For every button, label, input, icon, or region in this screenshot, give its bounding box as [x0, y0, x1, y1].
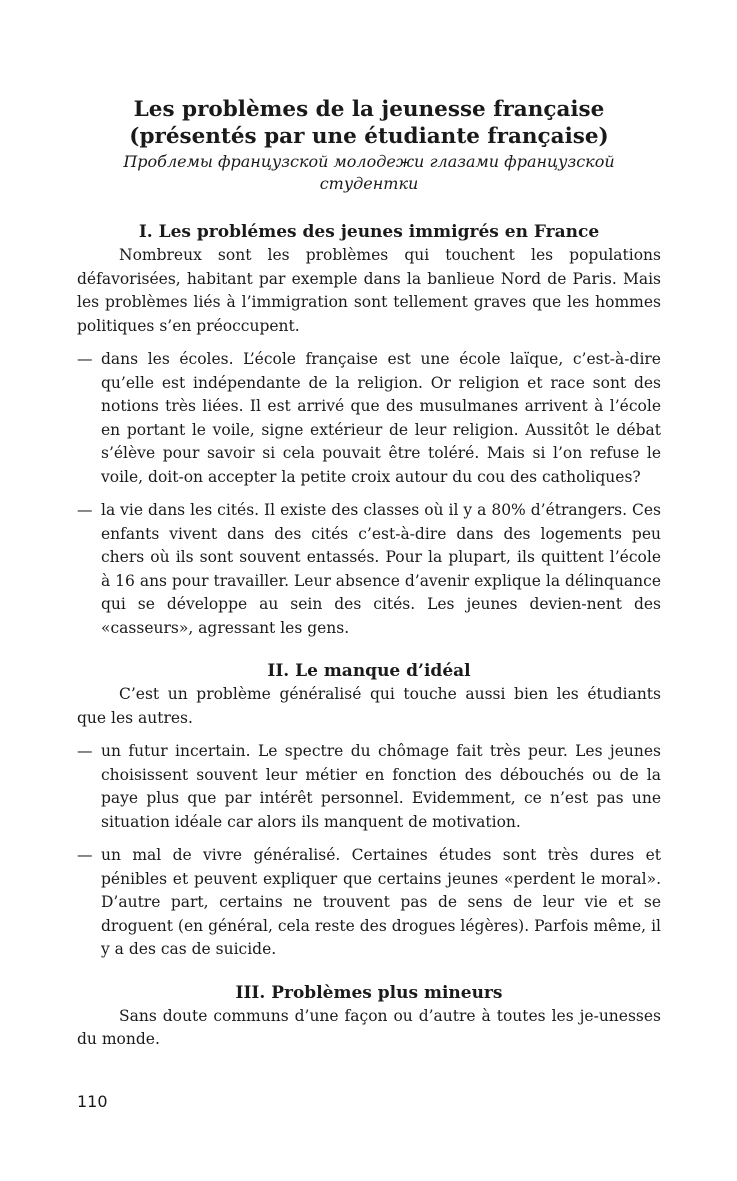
section-heading: III. Problèmes plus mineurs [235, 982, 503, 1003]
section-heading: I. Les problémes des jeunes immigrés en France [138, 222, 600, 242]
page-number: 110 [77, 1092, 108, 1111]
list-item [77, 740, 661, 834]
dash-marker: — [77, 350, 93, 368]
list-item [77, 844, 661, 962]
dash-marker: — [77, 501, 93, 519]
dash-marker: — [77, 846, 93, 864]
section-intro: Nombreux sont les problèmes qui touchent les populations défavorisées, habitant par exemple dans la banlieue Nord de Paris. Mais les problèmes liés à l’immigration sont tellement graves que les hommes politiques s’en préoccupent. [77, 246, 661, 335]
section-heading: II. Le manque d’idéal [267, 661, 471, 681]
list-item-text: la vie dans les cités. Il existe des classes où il y a 80% d’étrangers. Ces enfants vivent dans des cités c’est-à-dire dans des logements peu chers où ils sont souvent entassés. Pour la plupart, ils quittent l’école à 16 ans pour travailler. Leur absence d’avenir explique la délinquance qui se développe au sein des cités. Les jeunes devien-nent des «casseurs», agressant les gens. [101, 501, 661, 637]
list-item [77, 348, 661, 489]
page-content [77, 96, 661, 1052]
section-intro: C’est un problème généralisé qui touche aussi bien les étudiants que les autres. [77, 685, 661, 727]
page-subtitle-russian: Проблемы французской молодежи глазами французской студентки [123, 152, 615, 193]
list-item-text: un futur incertain. Le spectre du chômage fait très peur. Les jeunes choisissent souvent leur métier en fonction des débouchés ou de la paye plus que par intérêt personnel. Evidemment, ce n’est pas une situation idéale car alors ils manquent de motivation. [101, 742, 661, 831]
section-immigrants [77, 221, 661, 640]
list-item [77, 499, 661, 640]
list-item-text: dans les écoles. L’école française est une école laïque, c’est-à-dire qu’elle est indépendante de la religion. Or religion et race sont des notions très liées. Il est arrivé que des musulmanes arrivent à l’école en portant le voile, signe extérieur de leur religion. Aussitôt le débat s’élève pour savoir si cela pouvait être toléré. Mais si l’on refuse le voile, doit-on accepter la petite croix autour du cou des catholiques? [101, 350, 661, 486]
section-intro: Sans doute communs d’une façon ou d’autre à toutes les je-unesses du monde. [77, 1006, 661, 1048]
section-lack-of-ideal [77, 660, 661, 962]
section-minor-problems [77, 982, 661, 1052]
page-title: Les problèmes de la jeunesse française (présentés par une étudiante française) [129, 97, 609, 149]
list-item-text: un mal de vivre généralisé. Certaines études sont très dures et pénibles et peuvent expliquer que certains jeunes «perdent le moral». D’autre part, certains ne trouvent pas de sens de leur vie et se droguent (en général, cela reste des drogues légères). Parfois même, il y a des cas de suicide. [101, 846, 661, 958]
dash-marker: — [77, 742, 93, 760]
